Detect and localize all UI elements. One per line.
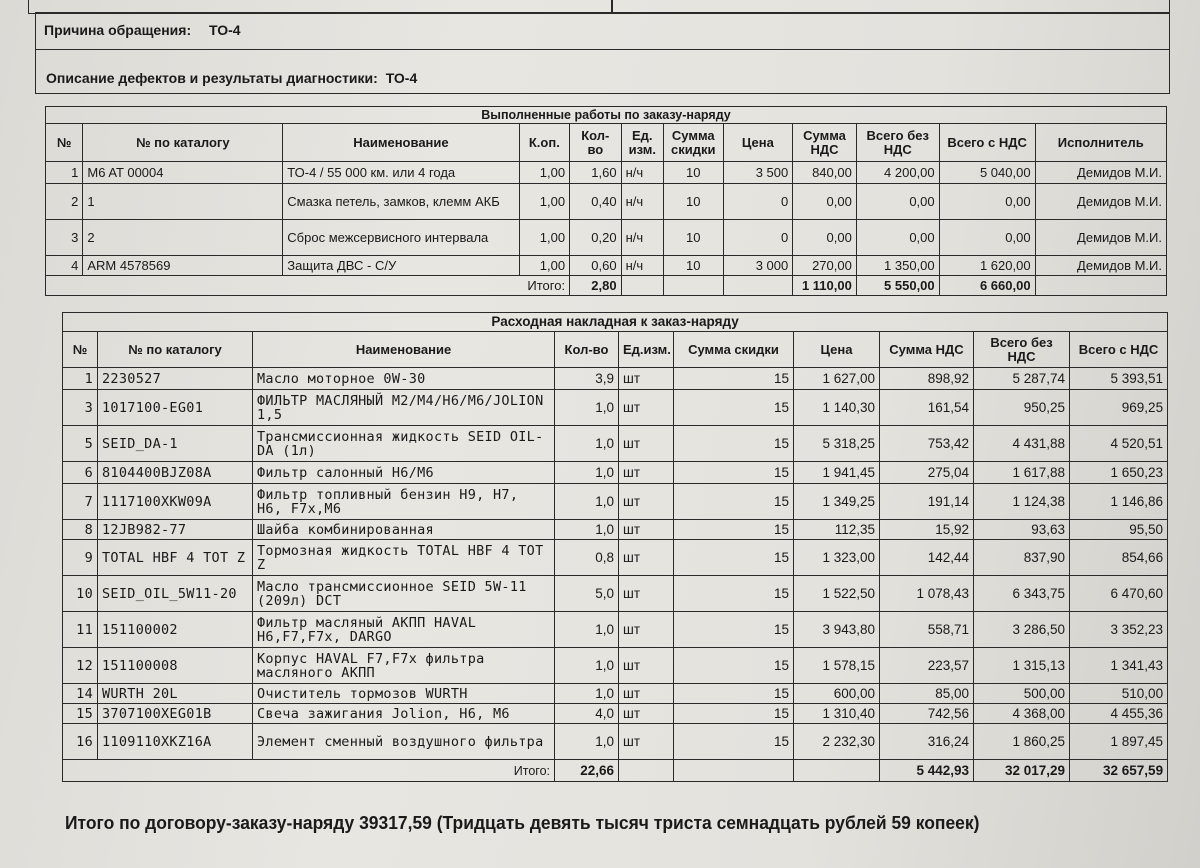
- cell-withvat: 4 520,51: [1070, 426, 1168, 462]
- cell-vat: 85,00: [880, 684, 974, 704]
- cell-novat: 500,00: [974, 684, 1070, 704]
- works-total-novat: 5 550,00: [856, 276, 939, 296]
- cell-disc: 15: [674, 390, 794, 426]
- parts-col-qty: Кол-во: [555, 332, 619, 368]
- cell-price: 112,35: [794, 520, 880, 540]
- cell-cat: ARM 4578569: [83, 256, 283, 276]
- parts-table: [62, 312, 1168, 782]
- cell-vat: 275,04: [880, 462, 974, 484]
- cell-n: 4: [46, 256, 83, 276]
- table-row: [46, 184, 1167, 220]
- cell-withvat: 4 455,36: [1070, 704, 1168, 724]
- cell-name: ФИЛЬТР МАСЛЯНЫЙ M2/M4/H6/M6/JOLION 1,5: [253, 390, 555, 426]
- cell-price: 5 318,25: [794, 426, 880, 462]
- cell-disc: 10: [663, 256, 723, 276]
- cell-disc: 15: [674, 576, 794, 612]
- cell-n: 7: [63, 484, 98, 520]
- defects-line: [46, 70, 417, 86]
- cell-withvat: 854,66: [1070, 540, 1168, 576]
- works-col-unit: Ед. изм.: [621, 124, 663, 162]
- cell-disc: 10: [663, 220, 723, 256]
- cell-n: 3: [63, 390, 98, 426]
- cell-vat: 0,00: [793, 220, 857, 256]
- cell-name: Свеча зажигания Jolion, H6, M6: [253, 704, 555, 724]
- defects-label: Описание дефектов и результаты диагностики:: [46, 70, 378, 86]
- cell-price: 0: [723, 220, 793, 256]
- cell-withvat: 969,25: [1070, 390, 1168, 426]
- cell-price: 2 232,30: [794, 724, 880, 760]
- parts-total-withvat: 32 657,59: [1070, 760, 1168, 782]
- cell-cat: 151100008: [98, 648, 253, 684]
- cell-exec: Демидов М.И.: [1035, 162, 1166, 184]
- cell-kop: 1,00: [519, 220, 569, 256]
- parts-col-price: Цена: [794, 332, 880, 368]
- cell-qty: 0,20: [570, 220, 622, 256]
- cell-cat: M6 AT 00004: [83, 162, 283, 184]
- parts-total-vat: 5 442,93: [880, 760, 974, 782]
- works-col-name: Наименование: [283, 124, 519, 162]
- cell-novat: 3 286,50: [974, 612, 1070, 648]
- cell-vat: 898,92: [880, 368, 974, 390]
- parts-col-vat: Сумма НДС: [880, 332, 974, 368]
- cell-kop: 1,00: [519, 256, 569, 276]
- works-col-price: Цена: [723, 124, 793, 162]
- cell-unit: шт: [619, 462, 674, 484]
- cell-price: 1 627,00: [794, 368, 880, 390]
- parts-total-label: Итого:: [63, 760, 555, 782]
- cell-disc: 15: [674, 704, 794, 724]
- cell-unit: шт: [619, 426, 674, 462]
- cell-vat: 161,54: [880, 390, 974, 426]
- cell-vat: 316,24: [880, 724, 974, 760]
- cell-n: 9: [63, 540, 98, 576]
- cell-withvat: 0,00: [939, 220, 1035, 256]
- table-row: [63, 540, 1168, 576]
- works-col-disc: Сумма скидки: [663, 124, 723, 162]
- reason-label: Причина обращения:: [44, 22, 192, 38]
- cell-qty: 5,0: [555, 576, 619, 612]
- cell-disc: 15: [674, 520, 794, 540]
- cell-unit: шт: [619, 520, 674, 540]
- cell-name: Корпус HAVAL F7,F7x фильтра масляного АКПП: [253, 648, 555, 684]
- works-col-n: №: [46, 124, 83, 162]
- cell-withvat: 5 393,51: [1070, 368, 1168, 390]
- cell-price: 1 140,30: [794, 390, 880, 426]
- cell-n: 12: [63, 648, 98, 684]
- cell-qty: 1,0: [555, 462, 619, 484]
- cell-qty: 1,60: [570, 162, 622, 184]
- cell-disc: 15: [674, 540, 794, 576]
- cell-withvat: 0,00: [939, 184, 1035, 220]
- table-row: [63, 704, 1168, 724]
- works-title: Выполненные работы по заказу-наряду: [46, 107, 1167, 124]
- cell-novat: 0,00: [856, 184, 939, 220]
- table-row: [63, 520, 1168, 540]
- cell-unit: шт: [619, 684, 674, 704]
- cell-price: 3 000: [723, 256, 793, 276]
- cell-kop: 1,00: [519, 162, 569, 184]
- cell-name: Масло трансмиссионное SEID 5W-11 (209л) DCT: [253, 576, 555, 612]
- cell-withvat: 510,00: [1070, 684, 1168, 704]
- cell-n: 1: [46, 162, 83, 184]
- cell-vat: 840,00: [793, 162, 857, 184]
- cell-vat: 742,56: [880, 704, 974, 724]
- cell-disc: 15: [674, 648, 794, 684]
- works-total-withvat: 6 660,00: [939, 276, 1035, 296]
- works-col-vat: Сумма НДС: [793, 124, 857, 162]
- cell-novat: 1 124,38: [974, 484, 1070, 520]
- cell-cat: 3707100XEG01B: [98, 704, 253, 724]
- cell-novat: 4 200,00: [856, 162, 939, 184]
- reason-value: ТО-4: [209, 22, 241, 38]
- cell-withvat: 1 146,86: [1070, 484, 1168, 520]
- cell-vat: 142,44: [880, 540, 974, 576]
- cell-novat: 1 350,00: [856, 256, 939, 276]
- cell-vat: 15,92: [880, 520, 974, 540]
- table-row: [63, 484, 1168, 520]
- parts-header-row: [63, 332, 1168, 368]
- cell-unit: шт: [619, 648, 674, 684]
- cell-n: 11: [63, 612, 98, 648]
- table-row: [46, 220, 1167, 256]
- cell-n: 14: [63, 684, 98, 704]
- table-row: [63, 612, 1168, 648]
- works-col-cat: № по каталогу: [83, 124, 283, 162]
- cell-n: 1: [63, 368, 98, 390]
- parts-col-name: Наименование: [253, 332, 555, 368]
- cell-withvat: 5 040,00: [939, 162, 1035, 184]
- table-row: [46, 162, 1167, 184]
- cell-cat: WURTH 20L: [98, 684, 253, 704]
- cell-withvat: 1 620,00: [939, 256, 1035, 276]
- cell-name: Смазка петель, замков, клемм АКБ: [283, 184, 519, 220]
- cell-vat: 558,71: [880, 612, 974, 648]
- cell-price: 600,00: [794, 684, 880, 704]
- works-header-row: [46, 124, 1167, 162]
- cell-cat: 1017100-EG01: [98, 390, 253, 426]
- cell-qty: 0,60: [570, 256, 622, 276]
- cell-name: Очиститель тормозов WURTH: [253, 684, 555, 704]
- cell-price: 1 578,15: [794, 648, 880, 684]
- cell-name: ТО-4 / 55 000 км. или 4 года: [283, 162, 519, 184]
- cell-unit: шт: [619, 612, 674, 648]
- cell-cat: SEID_DA-1: [98, 426, 253, 462]
- cell-name: Сброс межсервисного интервала: [283, 220, 519, 256]
- cell-qty: 1,0: [555, 724, 619, 760]
- cell-name: Тормозная жидкость TOTAL HBF 4 TOT Z: [253, 540, 555, 576]
- cell-qty: 0,8: [555, 540, 619, 576]
- cell-qty: 4,0: [555, 704, 619, 724]
- cell-withvat: 1 650,23: [1070, 462, 1168, 484]
- works-total-qty: 2,80: [570, 276, 622, 296]
- cell-qty: 1,0: [555, 520, 619, 540]
- cell-unit: н/ч: [621, 184, 663, 220]
- cell-novat: 6 343,75: [974, 576, 1070, 612]
- cell-novat: 93,63: [974, 520, 1070, 540]
- parts-title: Расходная накладная к заказ-наряду: [63, 313, 1168, 332]
- works-col-exec: Исполнитель: [1035, 124, 1166, 162]
- cell-disc: 15: [674, 612, 794, 648]
- cell-qty: 1,0: [555, 484, 619, 520]
- cell-withvat: 3 352,23: [1070, 612, 1168, 648]
- cell-n: 15: [63, 704, 98, 724]
- cell-unit: шт: [619, 540, 674, 576]
- parts-total-novat: 32 017,29: [974, 760, 1070, 782]
- cell-name: Защита ДВС - С/У: [283, 256, 519, 276]
- defects-value: ТО-4: [385, 70, 418, 86]
- cell-unit: шт: [619, 576, 674, 612]
- table-row: [63, 426, 1168, 462]
- cell-unit: н/ч: [621, 256, 663, 276]
- cell-vat: 191,14: [880, 484, 974, 520]
- works-col-novat: Всего без НДС: [856, 124, 939, 162]
- cell-price: 3 500: [723, 162, 793, 184]
- parts-total-qty: 22,66: [555, 760, 619, 782]
- cell-n: 2: [46, 184, 83, 220]
- cell-unit: шт: [619, 390, 674, 426]
- parts-col-withvat: Всего с НДС: [1070, 332, 1168, 368]
- cell-vat: 753,42: [880, 426, 974, 462]
- parts-col-novat: Всего без НДС: [974, 332, 1070, 368]
- cell-unit: н/ч: [621, 162, 663, 184]
- cell-name: Шайба комбинированная: [253, 520, 555, 540]
- works-total-label: Итого:: [46, 276, 570, 296]
- cell-qty: 0,40: [570, 184, 622, 220]
- cell-exec: Демидов М.И.: [1035, 184, 1166, 220]
- cell-disc: 10: [663, 162, 723, 184]
- cell-unit: шт: [619, 484, 674, 520]
- parts-col-disc: Сумма скидки: [674, 332, 794, 368]
- table-row: [63, 684, 1168, 704]
- cell-withvat: 1 341,43: [1070, 648, 1168, 684]
- cell-unit: шт: [619, 724, 674, 760]
- cell-cat: 2230527: [98, 368, 253, 390]
- cell-n: 5: [63, 426, 98, 462]
- cell-name: Фильтр топливный бензин H9, H7, H6, F7x,M6: [253, 484, 555, 520]
- works-total-row: [46, 276, 1167, 296]
- cell-price: 1 323,00: [794, 540, 880, 576]
- table-row: [63, 462, 1168, 484]
- cell-cat: 2: [83, 220, 283, 256]
- cell-vat: 270,00: [793, 256, 857, 276]
- cell-qty: 1,0: [555, 684, 619, 704]
- cell-novat: 5 287,74: [974, 368, 1070, 390]
- cell-n: 6: [63, 462, 98, 484]
- header-block: [35, 12, 1170, 94]
- cell-novat: 837,90: [974, 540, 1070, 576]
- cell-price: 3 943,80: [794, 612, 880, 648]
- cell-cat: 1117100XKW09A: [98, 484, 253, 520]
- cell-qty: 1,0: [555, 648, 619, 684]
- works-table: [45, 106, 1167, 296]
- cell-price: 0: [723, 184, 793, 220]
- cell-novat: 1 315,13: [974, 648, 1070, 684]
- cell-name: Трансмиссионная жидкость SEID OIL-DA (1л): [253, 426, 555, 462]
- cell-cat: 12JB982-77: [98, 520, 253, 540]
- cell-name: Фильтр масляный АКПП HAVAL H6,F7,F7x, DARGO: [253, 612, 555, 648]
- works-col-withvat: Всего с НДС: [939, 124, 1035, 162]
- cell-cat: SEID_OIL_5W11-20: [98, 576, 253, 612]
- cell-cat: TOTAL HBF 4 TOT Z: [98, 540, 253, 576]
- table-row: [46, 256, 1167, 276]
- grand-total: Итого по договору-заказу-наряду 39317,59 (Тридцать девять тысяч триста семнадцать рублей 59 копеек): [65, 813, 980, 833]
- cell-withvat: 95,50: [1070, 520, 1168, 540]
- cell-disc: 15: [674, 484, 794, 520]
- cell-withvat: 1 897,45: [1070, 724, 1168, 760]
- cell-exec: Демидов М.И.: [1035, 220, 1166, 256]
- cell-qty: 1,0: [555, 390, 619, 426]
- cell-price: 1 310,40: [794, 704, 880, 724]
- cell-novat: 4 368,00: [974, 704, 1070, 724]
- table-row: [63, 576, 1168, 612]
- cell-unit: шт: [619, 704, 674, 724]
- parts-col-n: №: [63, 332, 98, 368]
- cell-unit: шт: [619, 368, 674, 390]
- cell-qty: 3,9: [555, 368, 619, 390]
- cell-vat: 0,00: [793, 184, 857, 220]
- cell-unit: н/ч: [621, 220, 663, 256]
- cell-disc: 15: [674, 462, 794, 484]
- cell-novat: 0,00: [856, 220, 939, 256]
- cell-disc: 15: [674, 684, 794, 704]
- cell-novat: 1 860,25: [974, 724, 1070, 760]
- parts-col-unit: Ед.изм.: [619, 332, 674, 368]
- works-col-qty: Кол-во: [570, 124, 622, 162]
- cell-price: 1 522,50: [794, 576, 880, 612]
- cell-kop: 1,00: [519, 184, 569, 220]
- cell-price: 1 349,25: [794, 484, 880, 520]
- cell-disc: 15: [674, 724, 794, 760]
- cell-name: Масло моторное 0W-30: [253, 368, 555, 390]
- cell-cat: 1: [83, 184, 283, 220]
- cell-withvat: 6 470,60: [1070, 576, 1168, 612]
- cell-qty: 1,0: [555, 612, 619, 648]
- cell-disc: 15: [674, 426, 794, 462]
- cell-novat: 1 617,88: [974, 462, 1070, 484]
- works-total-vat: 1 110,00: [793, 276, 857, 296]
- cell-qty: 1,0: [555, 426, 619, 462]
- parts-total-row: [63, 760, 1168, 782]
- cell-n: 8: [63, 520, 98, 540]
- parts-col-cat: № по каталогу: [98, 332, 253, 368]
- table-row: [63, 724, 1168, 760]
- cell-vat: 1 078,43: [880, 576, 974, 612]
- cell-cat: 1109110XKZ16A: [98, 724, 253, 760]
- cell-disc: 10: [663, 184, 723, 220]
- cell-disc: 15: [674, 368, 794, 390]
- cell-cat: 151100002: [98, 612, 253, 648]
- cell-price: 1 941,45: [794, 462, 880, 484]
- cell-cat: 8104400BJZ08A: [98, 462, 253, 484]
- table-row: [63, 390, 1168, 426]
- table-row: [63, 648, 1168, 684]
- cell-n: 16: [63, 724, 98, 760]
- cell-exec: Демидов М.И.: [1035, 256, 1166, 276]
- cell-name: Элемент сменный воздушного фильтра: [253, 724, 555, 760]
- cell-vat: 223,57: [880, 648, 974, 684]
- cell-name: Фильтр салонный H6/M6: [253, 462, 555, 484]
- works-col-kop: К.оп.: [519, 124, 569, 162]
- cell-n: 10: [63, 576, 98, 612]
- table-row: [63, 368, 1168, 390]
- cell-novat: 950,25: [974, 390, 1070, 426]
- reason-line: [44, 22, 241, 38]
- cell-n: 3: [46, 220, 83, 256]
- cell-novat: 4 431,88: [974, 426, 1070, 462]
